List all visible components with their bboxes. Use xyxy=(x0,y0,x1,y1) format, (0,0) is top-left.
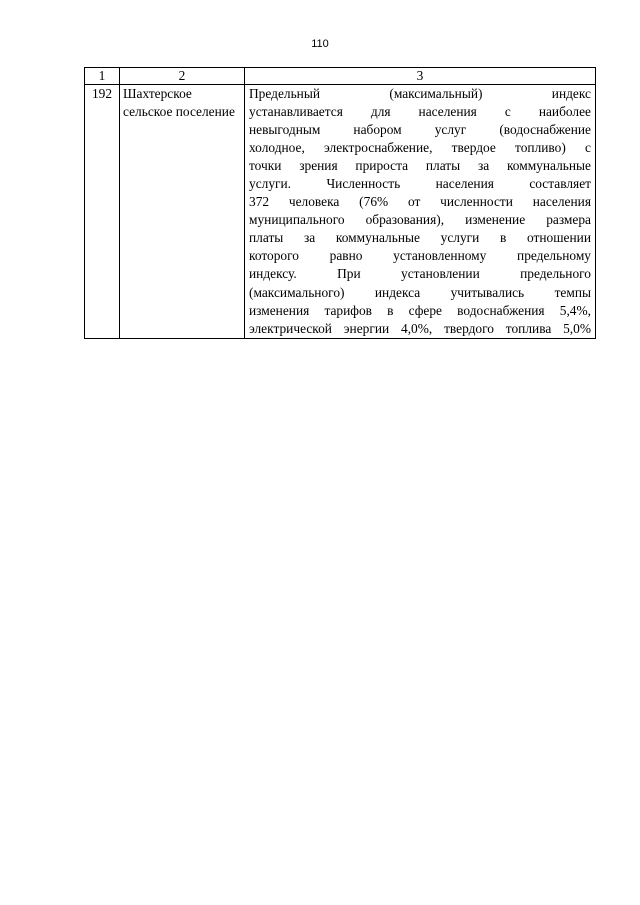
description-line: 372 человека (76% от численности населения xyxy=(249,194,591,210)
description-line: индексу. При установлении предельного xyxy=(249,266,591,282)
page-number: 110 xyxy=(311,38,329,50)
description-cell xyxy=(245,85,596,339)
description-line: невыгодным набором услуг (водоснабжение xyxy=(249,122,591,138)
column-header-2: 2 xyxy=(120,68,245,85)
table-header-row xyxy=(85,68,596,85)
row-number: 192 xyxy=(85,85,120,339)
description-line: которого равно установленному предельному xyxy=(249,248,591,264)
description-line: муниципального образования), изменение размера xyxy=(249,212,591,228)
column-header-1: 1 xyxy=(85,68,120,85)
table-row xyxy=(85,85,596,339)
description-line: холодное, электроснабжение, твердое топливо) с xyxy=(249,140,591,156)
description-line: точки зрения прироста платы за коммунальные xyxy=(249,158,591,174)
description-line: изменения тарифов в сфере водоснабжения 5,4%, xyxy=(249,302,591,318)
description-line: электрической энергии 4,0%, твердого топлива 5,0% xyxy=(249,320,591,336)
description-line: (максимального) индекса учитывались темпы xyxy=(249,284,591,300)
column-header-3: 3 xyxy=(245,68,596,85)
description-line: Предельный (максимальный) индекс xyxy=(249,86,591,101)
description-line: платы за коммунальные услуги в отношении xyxy=(249,230,591,246)
document-table xyxy=(84,67,596,339)
description-line: устанавливается для населения с наиболее xyxy=(249,104,591,120)
settlement-name: Шахтерское сельское поселение xyxy=(120,85,245,339)
description-line: услуги. Численность населения составляет xyxy=(249,176,591,192)
